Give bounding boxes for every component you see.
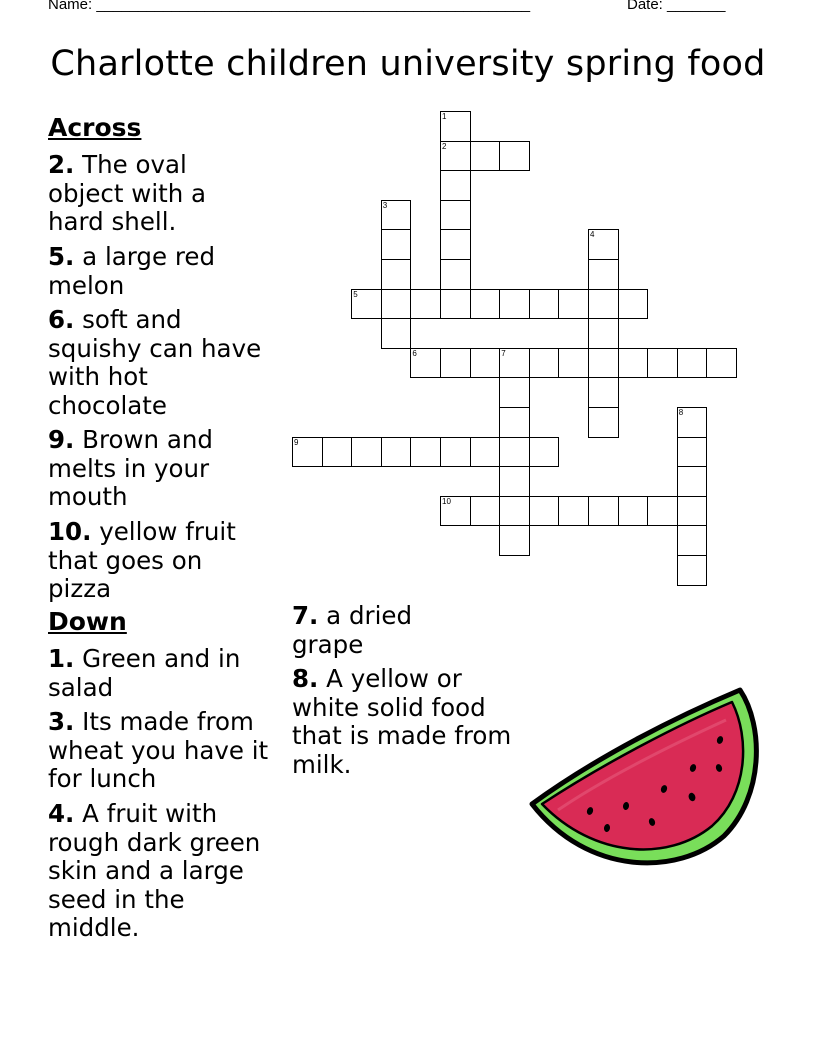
grid-cell[interactable] <box>381 289 412 320</box>
grid-cell[interactable] <box>706 348 737 379</box>
grid-cell[interactable] <box>351 437 382 468</box>
grid-cell[interactable] <box>381 200 412 231</box>
grid-cell[interactable] <box>558 289 589 320</box>
grid-cell[interactable] <box>440 229 471 260</box>
date-field-label[interactable]: Date: _______ <box>627 0 726 13</box>
grid-cell[interactable] <box>499 466 530 497</box>
grid-cell[interactable] <box>381 318 412 349</box>
cell-number: 3 <box>382 200 388 210</box>
grid-cell[interactable] <box>499 141 530 172</box>
cell-number: 10 <box>442 496 451 506</box>
cell-number: 4 <box>590 230 595 240</box>
grid-cell[interactable] <box>440 437 471 468</box>
clue-across-6: 6. soft and squishy can have with hot chocolate <box>48 305 262 420</box>
grid-cell[interactable] <box>588 318 619 349</box>
grid-cell[interactable] <box>470 437 501 468</box>
grid-cell[interactable] <box>499 407 530 438</box>
grid-cell[interactable] <box>381 437 412 468</box>
grid-cell[interactable] <box>677 407 708 438</box>
grid-cell[interactable] <box>499 377 530 408</box>
grid-cell[interactable] <box>588 496 619 527</box>
clue-down-1: 1. Green and in salad <box>48 644 241 702</box>
grid-cell[interactable] <box>677 555 708 586</box>
grid-cell[interactable] <box>440 496 471 527</box>
grid-cell[interactable] <box>470 496 501 527</box>
cell-number: 1 <box>442 112 447 121</box>
watermelon-slice-icon <box>528 686 768 876</box>
grid-cell[interactable] <box>410 437 441 468</box>
grid-cell[interactable] <box>351 289 382 320</box>
grid-cell[interactable] <box>470 289 501 320</box>
clue-across-10: 10. yellow fruit that goes on pizza <box>48 517 236 603</box>
grid-cell[interactable] <box>677 525 708 556</box>
grid-cell[interactable] <box>677 348 708 379</box>
clue-down-8: 8. A yellow or white solid food that is made from milk. <box>292 664 512 779</box>
grid-cell[interactable] <box>440 170 471 201</box>
grid-cell[interactable] <box>677 496 708 527</box>
grid-cell[interactable] <box>410 348 441 379</box>
clue-down-4: 4. A fruit with rough dark green skin and a large seed in the middle. <box>48 799 261 942</box>
grid-cell[interactable] <box>381 229 412 260</box>
down-heading: Down <box>48 607 127 636</box>
header <box>48 0 748 18</box>
grid-cell[interactable] <box>558 496 589 527</box>
clue-down-7: 7. a dried grape <box>292 601 413 659</box>
grid-cell[interactable] <box>588 289 619 320</box>
grid-cell[interactable] <box>618 289 649 320</box>
grid-cell[interactable] <box>440 289 471 320</box>
grid-cell[interactable] <box>588 348 619 379</box>
clue-down-3: 3. Its made from wheat you have it for lunch <box>48 707 269 793</box>
grid-cell[interactable] <box>677 466 708 497</box>
grid-cell[interactable] <box>499 348 530 379</box>
grid-cell[interactable] <box>499 437 530 468</box>
grid-cell[interactable] <box>618 496 649 527</box>
grid-cell[interactable] <box>499 289 530 320</box>
grid-cell[interactable] <box>499 525 530 556</box>
cell-number: 5 <box>353 289 358 299</box>
across-heading: Across <box>48 113 142 142</box>
grid-cell[interactable] <box>529 437 560 468</box>
grid-cell[interactable] <box>470 348 501 379</box>
grid-cell[interactable] <box>677 437 708 468</box>
grid-cell[interactable] <box>588 407 619 438</box>
grid-cell[interactable] <box>440 141 471 172</box>
clue-across-9: 9. Brown and melts in your mouth <box>48 425 213 511</box>
grid-cell[interactable] <box>499 496 530 527</box>
grid-cell[interactable] <box>529 348 560 379</box>
grid-cell[interactable] <box>322 437 353 468</box>
cell-number: 8 <box>678 408 684 417</box>
name-field-label[interactable]: Name: ____________________________________________________ <box>48 0 531 13</box>
grid-cell[interactable] <box>440 200 471 231</box>
clue-across-5: 5. a large red melon <box>48 242 215 300</box>
grid-cell[interactable] <box>529 496 560 527</box>
grid-cell[interactable] <box>410 289 441 320</box>
clue-across-2: 2. The oval object with a hard shell. <box>48 150 207 236</box>
grid-cell[interactable] <box>558 348 589 379</box>
cell-number: 2 <box>442 141 447 151</box>
grid-cell[interactable] <box>588 229 619 260</box>
grid-cell[interactable] <box>381 259 412 290</box>
cell-number: 9 <box>294 437 299 447</box>
grid-cell[interactable] <box>440 111 471 142</box>
grid-cell[interactable] <box>292 437 323 468</box>
grid-cell[interactable] <box>470 141 501 172</box>
cell-number: 7 <box>501 348 506 358</box>
grid-cell[interactable] <box>588 259 619 290</box>
cell-number: 6 <box>412 348 417 358</box>
page-title: Charlotte children university spring food <box>50 44 766 84</box>
grid-cell[interactable] <box>440 348 471 379</box>
grid-cell[interactable] <box>440 259 471 290</box>
grid-cell[interactable] <box>647 496 678 527</box>
grid-cell[interactable] <box>588 377 619 408</box>
grid-cell[interactable] <box>618 348 649 379</box>
grid-cell[interactable] <box>529 289 560 320</box>
grid-cell[interactable] <box>647 348 678 379</box>
